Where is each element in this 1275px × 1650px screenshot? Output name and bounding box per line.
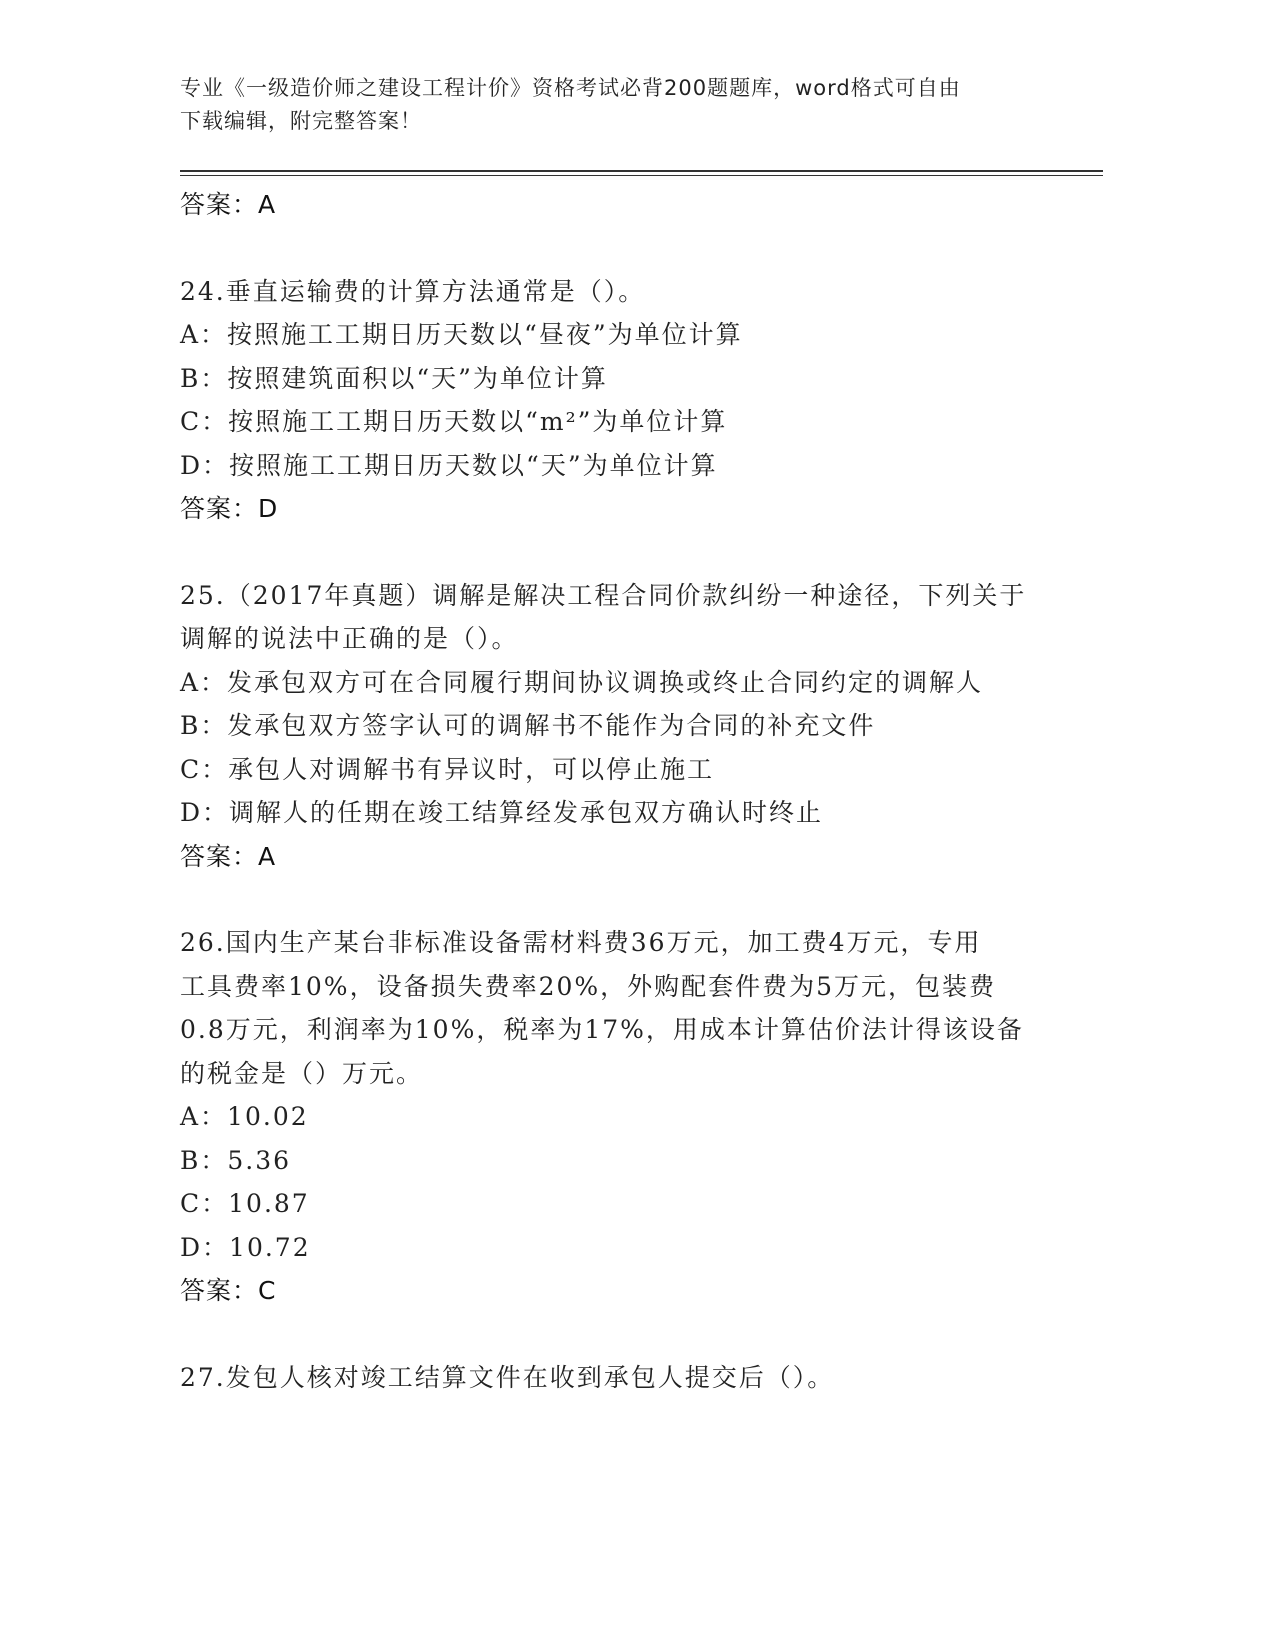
spacer [180, 1313, 1080, 1356]
question-26-option-b: B：5.36 [180, 1145, 292, 1175]
answer-23: 答案：A [180, 190, 277, 219]
question-25-stem-line-2: 调解的说法中正确的是（）。 [180, 624, 519, 653]
header-line-1: 专业《一级造价师之建设工程计价》资格考试必背200题题库，word格式可自由 [180, 76, 961, 100]
question-26-stem-line-2: 工具费率10%，设备损失费率20%，外购配套件费为5万元，包装费 [180, 971, 997, 1001]
question-26-option-a: A：10.02 [180, 1102, 309, 1131]
header-rule-thick [180, 170, 1103, 172]
question-25-stem-line-1: 25.（2017年真题）调解是解决工程合同价款纠纷一种途径，下列关于 [180, 580, 1027, 610]
question-24-option-b: B：按照建筑面积以“天”为单位计算 [180, 363, 608, 393]
question-24 [180, 270, 1080, 531]
question-24-option-c: C：按照施工工期日历天数以“m²”为单位计算 [180, 407, 728, 436]
answer-26: 答案：C [180, 1276, 277, 1305]
question-26 [180, 921, 1080, 1313]
question-24-option-a: A：按照施工工期日历天数以“昼夜”为单位计算 [180, 320, 743, 349]
question-24-option-d: D：按照施工工期日历天数以“天”为单位计算 [180, 450, 718, 480]
spacer [180, 878, 1080, 921]
question-26-stem-line-3: 0.8万元，利润率为10%，税率为17%，用成本计算估价法计得该设备 [180, 1015, 1024, 1044]
header-line-2: 下载编辑，附完整答案！ [180, 109, 422, 133]
question-25 [180, 574, 1080, 879]
question-content [180, 183, 1080, 1399]
question-26-stem-line-4: 的税金是（）万元。 [180, 1058, 424, 1088]
question-25-option-b: B：发承包双方签字认可的调解书不能作为合同的补充文件 [180, 711, 876, 740]
question-24-stem: 24.垂直运输费的计算方法通常是（）。 [180, 276, 646, 306]
answer-24: 答案：D [180, 494, 279, 523]
question-26-option-c: C：10.87 [180, 1189, 310, 1218]
question-25-option-a: A：发承包双方可在合同履行期间协议调换或终止合同约定的调解人 [180, 667, 984, 697]
question-25-option-d: D：调解人的任期在竣工结算经发承包双方确认时终止 [180, 798, 824, 827]
question-26-option-d: D：10.72 [180, 1232, 311, 1262]
question-25-option-c: C：承包人对调解书有异议时，可以停止施工 [180, 754, 715, 784]
document-header [180, 72, 1060, 138]
question-27 [180, 1356, 1080, 1400]
question-27-stem: 27.发包人核对竣工结算文件在收到承包人提交后（）。 [180, 1362, 835, 1392]
answer-25: 答案：A [180, 841, 277, 871]
spacer [180, 531, 1080, 574]
question-26-stem-line-1: 26.国内生产某台非标准设备需材料费36万元，加工费4万元，专用 [180, 928, 982, 957]
spacer [180, 227, 1080, 270]
header-rule-thin [180, 175, 1103, 176]
